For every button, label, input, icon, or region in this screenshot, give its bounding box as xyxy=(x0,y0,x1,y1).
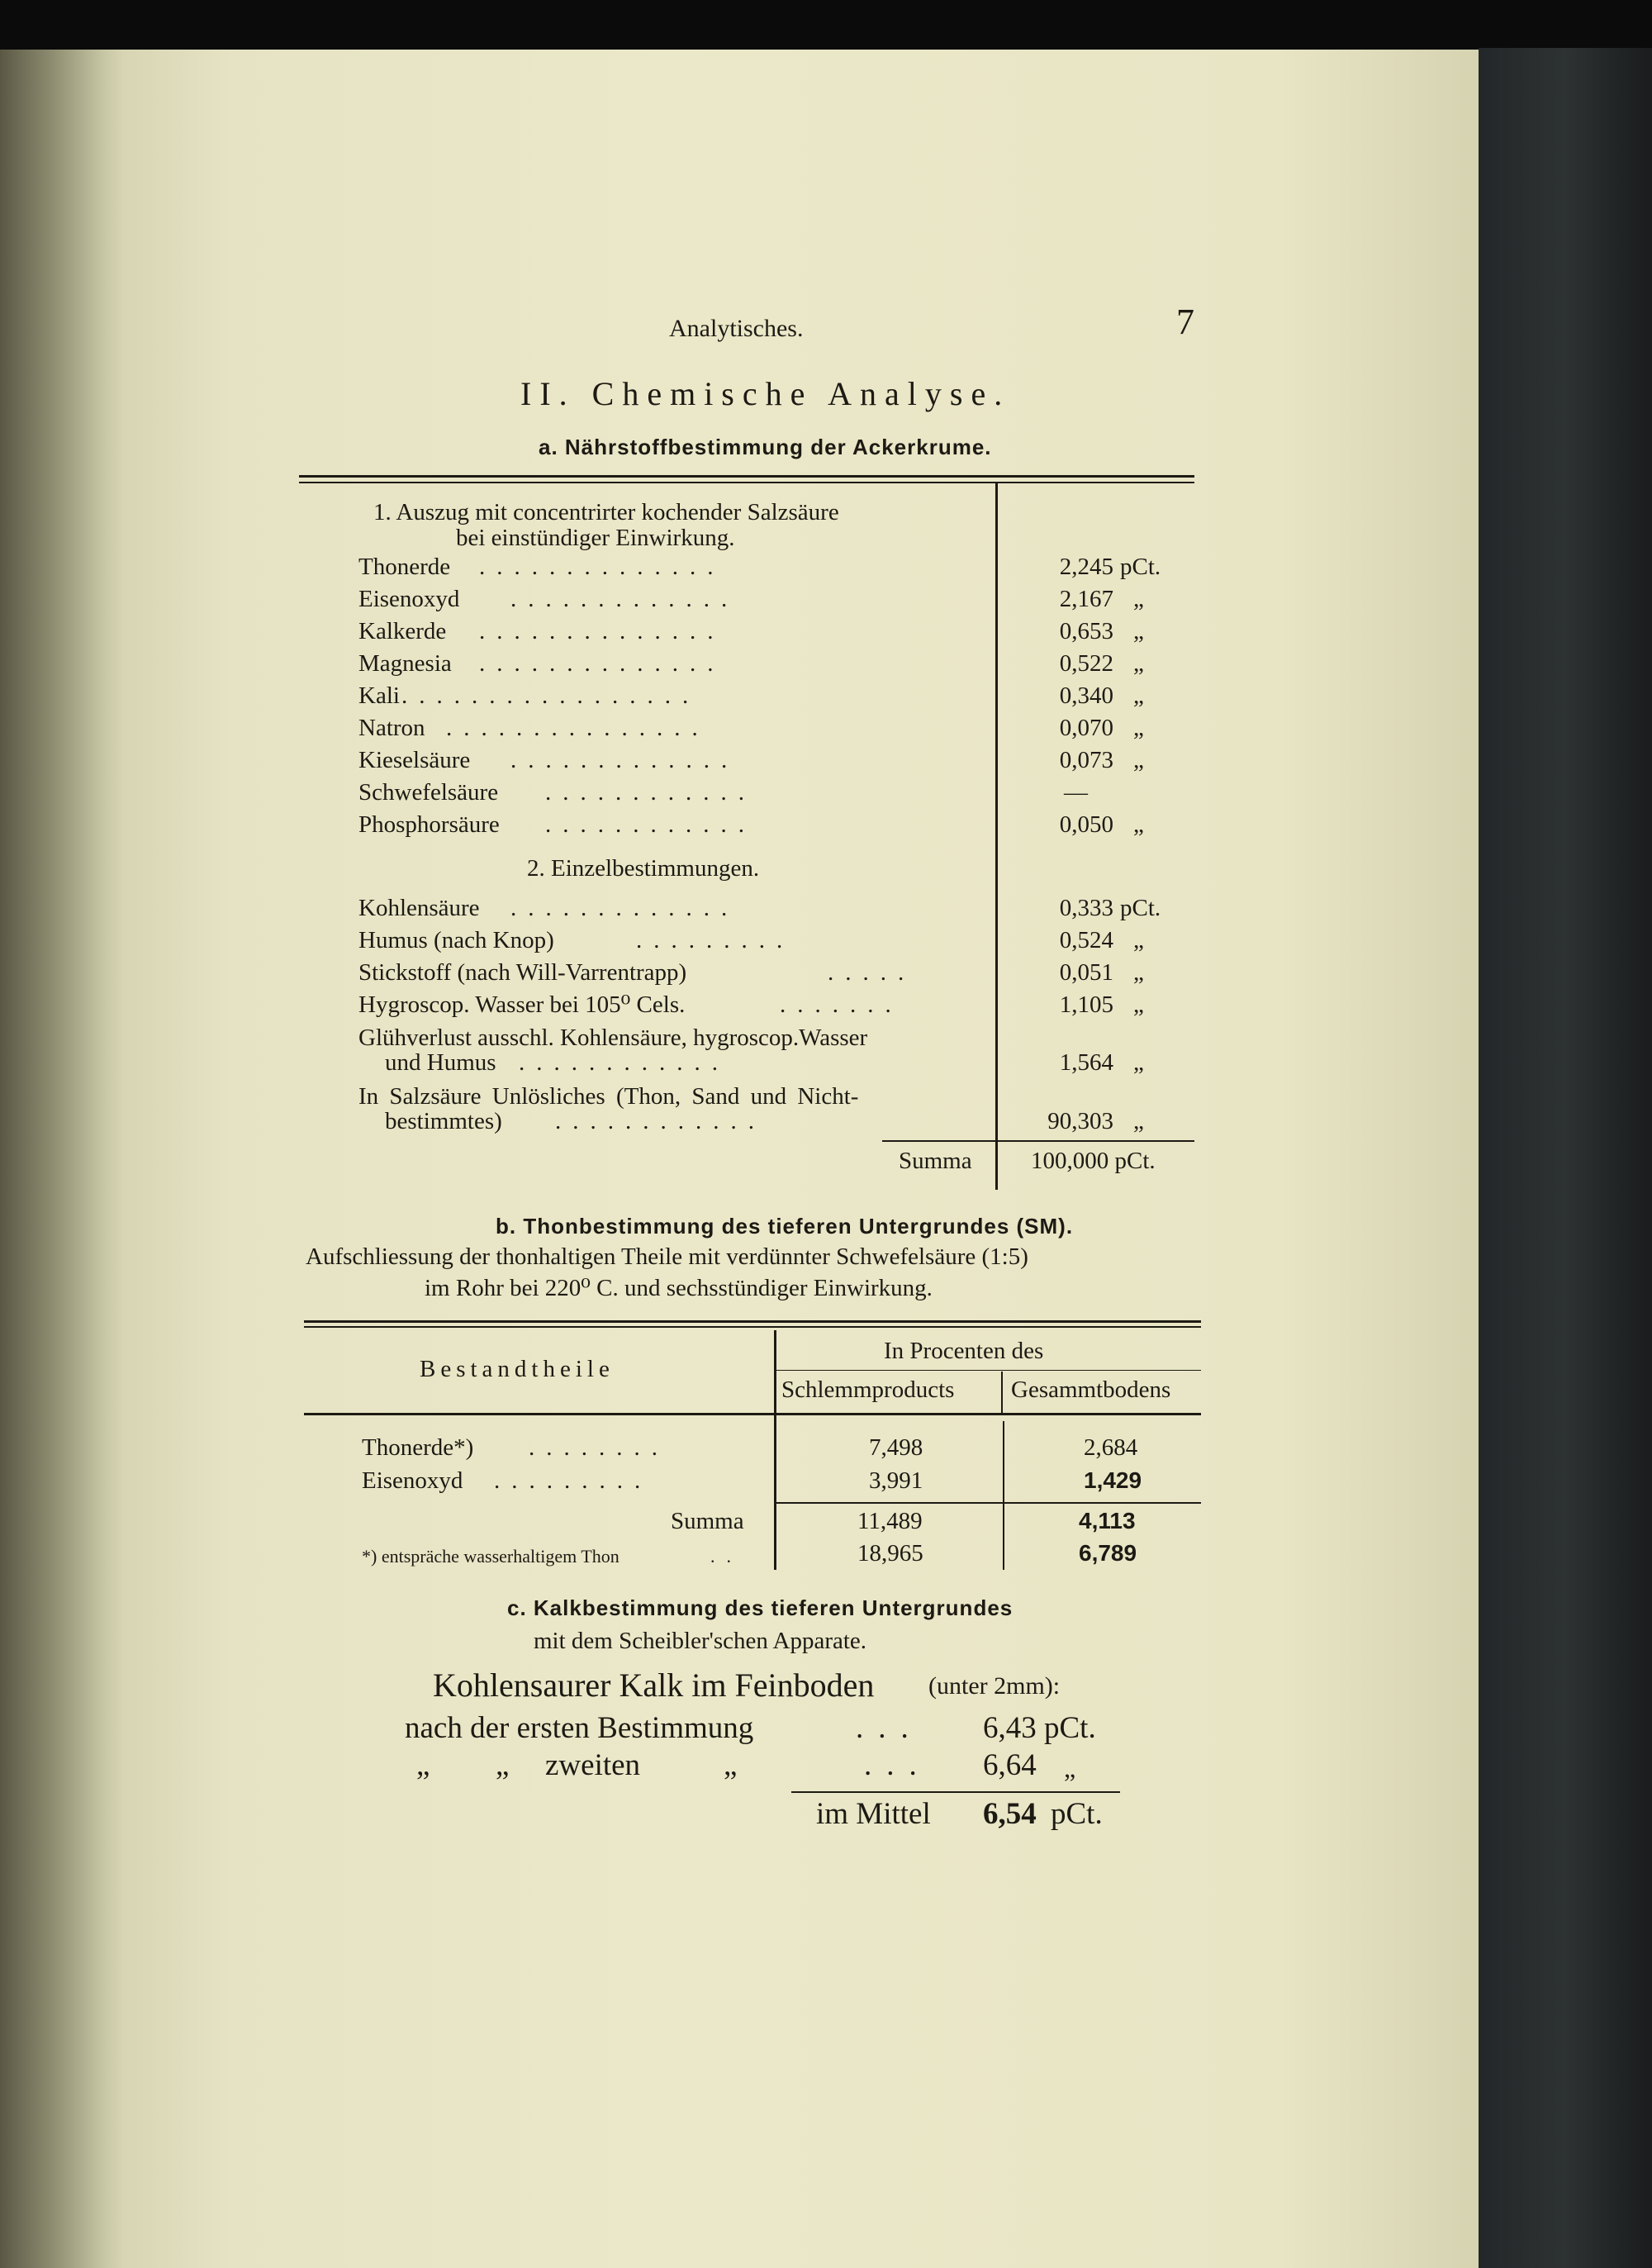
table-b-footnote: *) entspräche wasserhaltigem Thon xyxy=(362,1546,620,1567)
ditto-mark: „ xyxy=(1064,1753,1076,1783)
part-c-mittel-rule xyxy=(791,1791,1120,1793)
row-unit: pCt. xyxy=(1120,554,1161,580)
table-b-row-v2: 1,429 xyxy=(1084,1467,1142,1493)
table-b-sub-head-1: Schlemmproducts xyxy=(781,1376,955,1403)
table-b-summa-v2: 4,113 xyxy=(1079,1508,1136,1533)
table-a-top-rule-2 xyxy=(299,482,1194,483)
leader-dots: ......... xyxy=(494,1467,653,1494)
ditto-mark: „ xyxy=(724,1748,738,1782)
table-b-row-v1: 3,991 xyxy=(869,1467,923,1494)
table-a-divider xyxy=(995,483,998,1190)
part-c-subline: mit dem Scheibler'schen Apparate. xyxy=(534,1628,867,1654)
table-b-row-label-thonerde: Thonerde*) xyxy=(362,1434,474,1461)
row-value-kieselsaeure: 0,073 xyxy=(1059,747,1113,773)
table-b-group-head: In Procenten des xyxy=(884,1338,1044,1364)
leader-dots: ... xyxy=(856,1711,923,1745)
row-unit: „ xyxy=(1133,1049,1144,1076)
table-b-divider-2 xyxy=(1001,1372,1003,1413)
multi2-line2: bestimmtes) xyxy=(385,1108,502,1134)
row-value-stickstoff: 0,051 xyxy=(1059,959,1113,986)
table-b-row-v1: 7,498 xyxy=(869,1434,923,1461)
part-a-sub1-line1: 1. Auszug mit concentrirter kochender Salzsäure xyxy=(373,499,839,525)
row-label-eisenoxyd: Eisenoxyd xyxy=(358,586,460,612)
row-label-natron: Natron xyxy=(358,715,425,741)
row-value-phosphorsaeure: 0,050 xyxy=(1059,811,1113,838)
row-label-magnesia: Magnesia xyxy=(358,650,452,677)
multi1-line2: und Humus xyxy=(385,1049,496,1076)
leader-dots: ............ xyxy=(555,1108,766,1134)
row-value-hygroscop: 1,105 xyxy=(1059,991,1113,1018)
table-b-summa-rule xyxy=(775,1502,1201,1504)
row-value-eisenoxyd: 2,167 xyxy=(1059,586,1113,612)
row-label-humus: Humus (nach Knop) xyxy=(358,927,554,953)
part-c-title-main: Kohlensaurer Kalk im Feinboden xyxy=(433,1667,875,1704)
table-b-divider-1 xyxy=(774,1330,776,1570)
table-b-footnote-v1: 18,965 xyxy=(857,1540,923,1567)
table-b-col-head: Bestandtheile xyxy=(420,1356,615,1382)
leader-dots: ........ xyxy=(529,1434,669,1461)
part-b-desc-line1: Aufschliessung der thonhaltigen Theile mit verdünnter Schwefelsäure (1:5) xyxy=(306,1243,1028,1270)
row-value-natron: 0,070 xyxy=(1059,715,1113,741)
leader-dots: .............. xyxy=(479,650,725,677)
row-label-kali: Kali xyxy=(358,682,400,709)
row-label-thonerde: Thonerde xyxy=(358,554,451,580)
row-value-kohlensaeure: 0,333 xyxy=(1059,895,1113,921)
leader-dots: ............ xyxy=(519,1049,729,1076)
leader-dots: ......... xyxy=(636,927,795,953)
book-cover-edge xyxy=(1479,48,1652,2268)
part-c-row2-value: 6,64 xyxy=(983,1748,1037,1782)
part-c-title-paren: (unter 2mm): xyxy=(928,1672,1061,1700)
part-c-mittel-label: im Mittel xyxy=(816,1797,931,1831)
part-a-summa-label: Summa xyxy=(899,1148,972,1174)
row-label-kalkerde: Kalkerde xyxy=(358,618,447,644)
row-label-schwefelsaeure: Schwefelsäure xyxy=(358,779,499,806)
part-b-heading: b. Thonbestimmung des tieferen Untergrundes (SM). xyxy=(496,1214,1074,1239)
table-b-head-mid-rule xyxy=(776,1370,1201,1371)
row-label-hygroscop: Hygroscop. Wasser bei 105⁰ Cels. xyxy=(358,991,686,1018)
table-b-divider-2b xyxy=(1003,1421,1004,1570)
row-value-kali: 0,340 xyxy=(1059,682,1113,709)
table-a-top-rule xyxy=(299,475,1194,478)
leader-dots: .............. xyxy=(479,554,725,580)
row-unit: „ xyxy=(1133,618,1144,644)
leader-dots: ............ xyxy=(545,779,756,806)
part-c-row2-word: zweiten xyxy=(545,1748,641,1782)
multi2-value: 90,303 xyxy=(1047,1108,1113,1134)
row-unit: „ xyxy=(1133,650,1144,677)
leader-dots: ................. xyxy=(401,682,700,709)
row-unit: „ xyxy=(1133,715,1144,741)
part-b-desc-line2: im Rohr bei 220⁰ C. und sechsstündiger Einwirkung. xyxy=(425,1275,933,1301)
page-number: 7 xyxy=(1176,302,1194,342)
left-page-edge xyxy=(0,50,124,2268)
table-b-top-rule xyxy=(304,1320,1201,1323)
leader-dots: ..... xyxy=(828,959,916,986)
row-unit: „ xyxy=(1133,586,1144,612)
part-c-row1-value: 6,43 pCt. xyxy=(983,1711,1096,1745)
leader-dots: ....... xyxy=(780,991,903,1018)
row-unit: „ xyxy=(1133,991,1144,1018)
row-value-kalkerde: 0,653 xyxy=(1059,618,1113,644)
row-unit: „ xyxy=(1133,747,1144,773)
row-unit: „ xyxy=(1133,811,1144,838)
leader-dots: ............. xyxy=(510,586,739,612)
row-value-thonerde: 2,245 xyxy=(1059,554,1113,580)
table-b-row-label-eisenoxyd: Eisenoxyd xyxy=(362,1467,463,1494)
part-c-mittel-unit: pCt. xyxy=(1051,1797,1103,1831)
leader-dots: ............. xyxy=(510,747,739,773)
part-c-heading: c. Kalkbestimmung des tieferen Untergrundes xyxy=(507,1595,1014,1620)
row-label-kieselsaeure: Kieselsäure xyxy=(358,747,471,773)
leader-dots: .............. xyxy=(479,618,725,644)
leader-dots: .. xyxy=(710,1546,743,1567)
leader-dots: ... xyxy=(864,1748,932,1782)
row-unit: „ xyxy=(1133,927,1144,953)
leader-dots: ............... xyxy=(446,715,710,741)
row-label-phosphorsaeure: Phosphorsäure xyxy=(358,811,500,838)
row-value-schwefelsaeure: — xyxy=(1064,779,1088,806)
leader-dots: ............. xyxy=(510,895,739,921)
part-a-heading: a. Nährstoffbestimmung der Ackerkrume. xyxy=(539,435,992,459)
row-label-kohlensaeure: Kohlensäure xyxy=(358,895,480,921)
part-c-mittel-value: 6,54 xyxy=(983,1797,1037,1831)
row-unit: „ xyxy=(1133,959,1144,986)
table-b-footnote-v2: 6,789 xyxy=(1079,1540,1137,1566)
part-a-sub1-line2: bei einstündiger Einwirkung. xyxy=(456,525,735,551)
summa-rule xyxy=(882,1140,1194,1142)
row-unit: „ xyxy=(1133,1108,1144,1134)
part-c-row1-label: nach der ersten Bestimmung xyxy=(405,1711,754,1745)
multi2-line1: In Salzsäure Unlösliches (Thon, Sand und Nicht- xyxy=(358,1083,859,1110)
table-b-row-v2: 2,684 xyxy=(1084,1434,1138,1461)
part-a-summa-value: 100,000 pCt. xyxy=(1031,1148,1156,1174)
ditto-mark: „ xyxy=(416,1748,430,1782)
table-b-summa-label: Summa xyxy=(671,1508,744,1534)
part-a-sub2: 2. Einzelbestimmungen. xyxy=(527,855,760,882)
section-title: II. Chemische Analyse. xyxy=(520,375,1011,412)
table-b-sub-head-2: Gesammtbodens xyxy=(1011,1376,1171,1403)
row-unit: pCt. xyxy=(1120,895,1161,921)
multi1-value: 1,564 xyxy=(1059,1049,1113,1076)
row-unit: „ xyxy=(1133,682,1144,709)
row-label-stickstoff: Stickstoff (nach Will-Varrentrapp) xyxy=(358,959,687,986)
table-b-head-rule xyxy=(304,1413,1201,1415)
multi1-line1: Glühverlust ausschl. Kohlensäure, hygroscop.Wasser xyxy=(358,1025,868,1051)
ditto-mark: „ xyxy=(496,1748,510,1782)
leader-dots: ............ xyxy=(545,811,756,838)
row-value-magnesia: 0,522 xyxy=(1059,650,1113,677)
table-b-summa-v1: 11,489 xyxy=(857,1508,923,1534)
row-value-humus: 0,524 xyxy=(1059,927,1113,953)
running-title: Analytisches. xyxy=(669,315,804,342)
table-b-top-rule-2 xyxy=(304,1326,1201,1328)
